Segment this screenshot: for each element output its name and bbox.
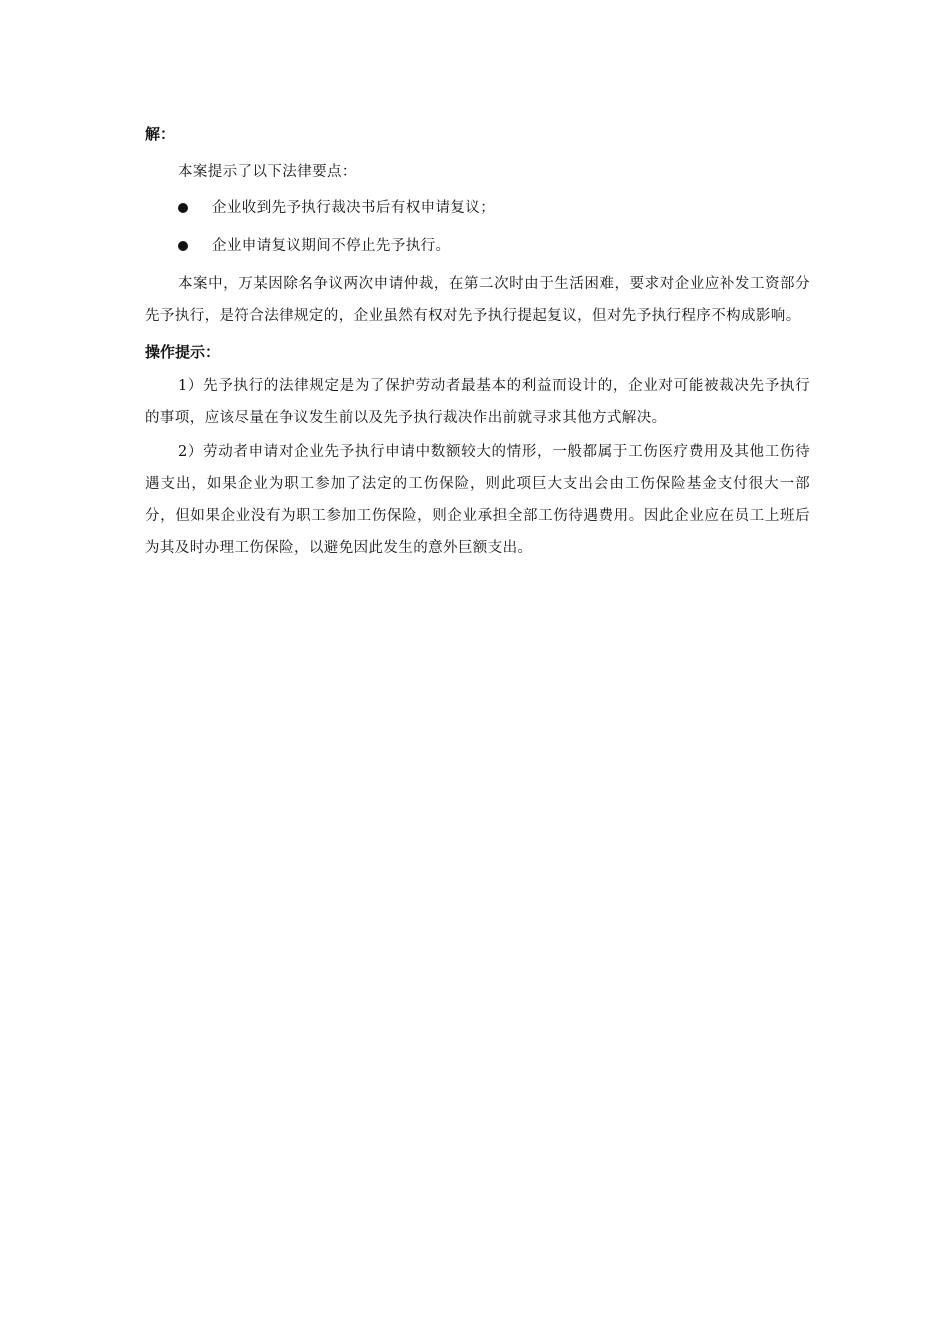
legal-points-list: [145, 192, 810, 262]
ops-paragraph-2: 2）劳动者申请对企业先予执行申请中数额较大的情形，一般都属于工伤医疗费用及其他工伤待遇支出，如果企业为职工参加了法定的工伤保险，则此项巨大支出会由工伤保险基金支付很大一部分，但如果企业没有为职工参加工伤保险，则企业承担全部工伤待遇费用。因此企业应在员工上班后为其及时办理工伤保险，以避免因此发生的意外巨额支出。: [145, 444, 810, 556]
section-title: 解：: [145, 125, 176, 143]
intro-paragraph: 本案提示了以下法律要点：: [178, 164, 357, 180]
list-item: [145, 230, 810, 262]
ops-title: 操作提示：: [145, 343, 221, 361]
list-item-text: 企业收到先予执行裁决书后有权申请复议；: [212, 200, 496, 216]
bullet-dot-icon: [178, 203, 188, 213]
ops-paragraph-1: 1）先予执行的法律规定是为了保护劳动者最基本的利益而设计的，企业对可能被裁决先予执行的事项，应该尽量在争议发生前以及先予执行裁决作出前就寻求其他方式解决。: [145, 378, 810, 426]
bullet-dot-icon: [178, 241, 188, 251]
analysis-paragraph: 本案中，万某因除名争议两次申请仲裁，在第二次时由于生活困难，要求对企业应补发工资部分先予执行，是符合法律规定的，企业虽然有权对先予执行提起复议，但对先予执行程序不构成影响。: [145, 276, 810, 324]
list-item-text: 企业申请复议期间不停止先予执行。: [212, 238, 451, 254]
document-page: [145, 118, 810, 564]
list-item: [145, 192, 810, 224]
